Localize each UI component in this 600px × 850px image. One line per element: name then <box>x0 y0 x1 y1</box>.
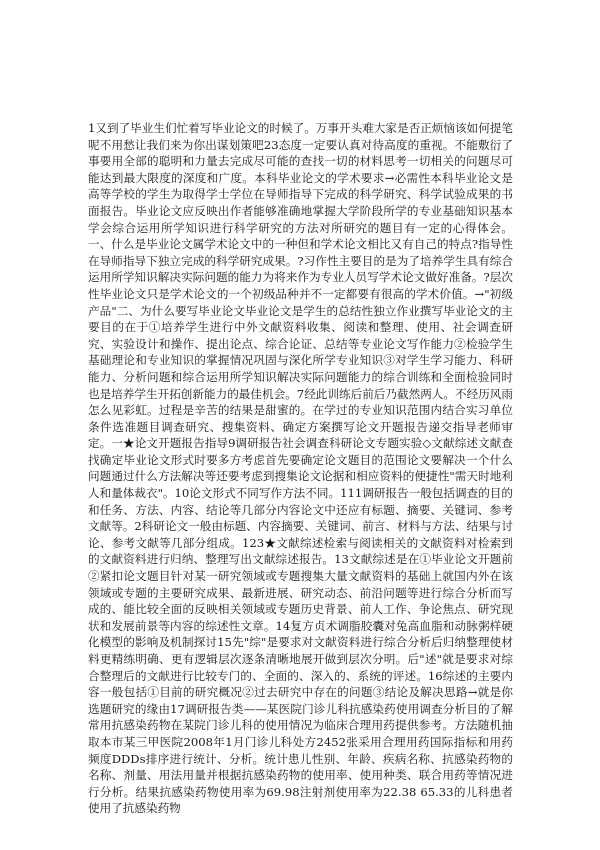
document-body-text: 1又到了毕业生们忙着写毕业论文的时候了。万事开头难大家是否正烦恼该如何提笔呢不用愁让我们来为你出谋划策吧23态度一定要认真对待高度的重视。不能敷衍了事要用全部的聪明和力量去完成尽可能的查找一切的材料思考一切相关的问题尽可能达到最大限度的深度和广度。本科毕业论文的学术要求→必需性本科毕业论文是高等学校的学生为取得学士学位在导师指导下完成的科学研究、科学试验成果的书面报告。毕业论文应反映出作者能够准确地掌握大学阶段所学的专业基础知识基本学会综合运用所学知识进行科学研究的方法对所研究的题目有一定的心得体会。一、什么是毕业论文属学术论文中的一种但和学术论文相比又有自己的特点?指导性在导师指导下独立完成的科学研究成果。?习作性主要目的是为了培养学生具有综合运用所学知识解决实际问题的能力为将来作为专业人员写学术论文做好准备。?层次性毕业论文只是学术论文的一个初级品种并不一定都要有很高的学术价值。→"初级产品"二、为什么要写毕业论文毕业论文是学生的总结性独立作业撰写毕业论文的主要目的在于①培养学生进行中外文献资料收集、阅读和整理、使用、社会调查研究、实验设计和操作、提出论点、综合论证、总结等专业论文写作能力②检验学生基础理论和专业知识的掌握情况巩固与深化所学专业知识③对学生学习能力、科研能力、分析问题和综合运用所学知识解决实际问题能力的综合训练和全面检验同时也是培养学生开拓创新能力的最佳机会。7经此训练后前后乃截然两人。不经历风雨怎么见彩虹。过程是辛苦的结果是甜蜜的。在学过的专业知识范围内结合实习单位条件选准题目调查研究、搜集资料、确定方案撰写论文开题报告递交指导老师审定。一★论文开题报告指导9调研报告社会调查科研论文专题实验◇文献综述文献查找确定毕业论文形式时要多方考虑首先要确定论文题目的范围论文要解决一个什么问题通过什么方法解决等还要考虑到搜集论文论据和相应资料的便捷性"需天时地利人和量体裁衣"。10论文形式不同写作方法不同。111调研报告一般包括调查的目的和任务、方法、内容、结论等几部分内容论文中还应有标题、摘要、关键词、参考文献等。2科研论文一般由标题、内容摘要、关键词、前言、材料与方法、结果与讨论、参考文献等几部分组成。123★文献综述检索与阅读相关的文献资料对检索到的文献资料进行归纳、整理写出文献综述报告。13文献综述是在①毕业论文开题前②紧扣论文题目针对某一研究领域或专题搜集大量文献资料的基础上就国内外在该领域或专题的主要研究成果、最新进展、研究动态、前沿问题等进行综合分析而写成的、能比较全面的反映相关领域或专题历史背景、前人工作、争论焦点、研究现状和发展前景等内容的综述性文章。14复方贞术调脂胶囊对兔高血脂和动脉粥样硬化模型的影响及机制探讨15先"综"是要求对文献资料进行综合分析后归纳整理使材料更精练明确、更有逻辑层次逐条清晰地展开做到层次分明。后"述"就是要求对综合整理后的文献进行比较专门的、全面的、深入的、系统的评述。16综述的主要内容一般包括①目前的研究概况②过去研究中存在的问题③结论及解决思路→就是你选题研究的缘由17调研报告类——某医院门诊儿科抗感染药使用调查分析目的了解常用抗感染药物在某院门诊儿科的使用情况为临床合理用药提供参考。方法随机抽取本市某三甲医院2008年1月门诊儿科处方2452张采用合理用药国际指标和用药频度DDDs排序进行统计、分析。统计患儿性别、年龄、疾病名称、抗感染药物的名称、剂量、用法用量并根据抗感染药物的使用率、使用种类、联合用药等情况进行分析。结果抗感染药物使用率为69.98注射剂使用率为22.38 65.33的儿科患者使用了抗感染药物 <box>88 121 513 816</box>
